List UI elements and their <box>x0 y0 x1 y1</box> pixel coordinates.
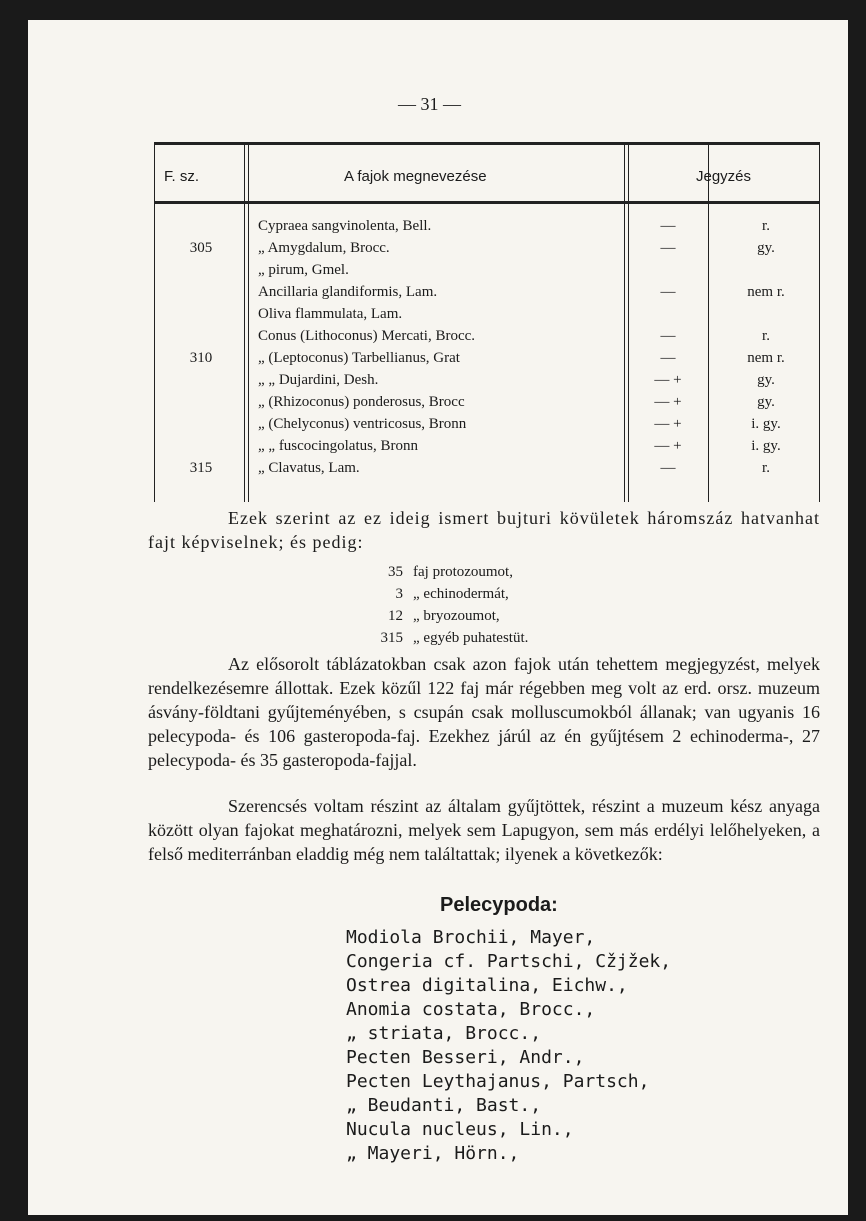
table-cell-species: „ (Chelyconus) ventricosus, Bronn <box>258 416 467 432</box>
table-cell-note: r. <box>762 328 770 344</box>
count-text: „ echinodermát, <box>413 586 509 602</box>
table-cell-mark: — <box>660 218 676 234</box>
species-item: Modiola Brochii, Mayer, <box>346 927 596 948</box>
species-item: Pecten Leythajanus, Partsch, <box>346 1071 650 1092</box>
table-col-divider <box>244 142 245 502</box>
table-cell-species: „ Clavatus, Lam. <box>258 460 360 476</box>
table-col-divider <box>624 142 625 502</box>
species-item: „ Mayeri, Hörn., <box>346 1143 520 1164</box>
table-cell-number <box>166 304 236 324</box>
table-cell-note: r. <box>762 218 770 234</box>
section-heading: Pelecypoda: <box>440 894 558 916</box>
header-notes: Jegyzés <box>696 168 752 185</box>
table-cell-note: nem r. <box>747 284 785 300</box>
table-cell-species: „ „ fuscocingolatus, Bronn <box>258 438 418 454</box>
table-cell-mark: — + <box>654 416 682 432</box>
count-list <box>343 561 528 649</box>
table-cell-species: Ancillaria glandiformis, Lam. <box>258 284 438 300</box>
table-cell-number <box>166 414 236 434</box>
table-cell-note: gy. <box>757 372 775 388</box>
table-cell-number <box>166 260 236 280</box>
count-text: faj protozoumot, <box>413 564 513 580</box>
table-cell-number: 310 <box>189 350 213 366</box>
paragraph-text: Szerencsés voltam részint az általam gyűjtöttek, részint a muzeum kész anyaga között olyan fajokat meghatározni, melyek sem Lapugyon, sem más erdélyi lelőhelyeken, a felső mediterránban eladdig még nem találtattak; ilyenek a következők: <box>148 796 820 864</box>
table-cell-mark <box>638 304 698 324</box>
table-col-divider <box>708 142 709 502</box>
table-cell-note <box>721 260 811 280</box>
table-cell-mark: — <box>660 460 676 476</box>
header-species: A fajok megnevezése <box>344 168 487 185</box>
count-item <box>343 627 528 649</box>
species-item: „ Beudanti, Bast., <box>346 1095 542 1116</box>
document-page <box>28 20 848 1215</box>
paragraph-text: Az elősorolt táblázatokban csak azon fajok után tehettem megjegyzést, melyek rendelkezésemre állottak. Ezek közűl 122 faj már régebben meg volt az erd. orsz. muzeum ásvány-földtani gyűjteményében, s csupán csak molluscumokból állanak; van ugyanis 16 pelecypoda- és 106 gasteropoda-faj. Ezekhez járúl az én gyűjtésem 2 echinoderma-, 27 pelecypoda- és 35 gasteropoda-fajjal. <box>148 654 820 770</box>
table-col-divider <box>248 142 249 502</box>
table-cell-note: gy. <box>757 240 775 256</box>
table-right-border <box>819 142 820 502</box>
table-left-border <box>154 142 155 502</box>
species-item: Anomia costata, Brocc., <box>346 999 596 1020</box>
table-top-rule <box>154 142 820 145</box>
count-item <box>343 605 528 627</box>
count-item <box>343 583 528 605</box>
table-cell-note: nem r. <box>747 350 785 366</box>
table-cell-number <box>166 436 236 456</box>
table-cell-species: „ pirum, Gmel. <box>258 262 349 278</box>
table-cell-species: „ (Rhizoconus) ponderosus, Brocc <box>258 394 465 410</box>
species-item: Nucula nucleus, Lin., <box>346 1119 574 1140</box>
table-col-divider <box>628 142 629 502</box>
table-cell-note: i. gy. <box>751 416 781 432</box>
species-item: „ striata, Brocc., <box>346 1023 542 1044</box>
table-cell-mark: — <box>660 350 676 366</box>
table-cell-species: „ (Leptoconus) Tarbellianus, Grat <box>258 350 460 366</box>
table-cell-mark: — <box>660 328 676 344</box>
table-cell-number <box>166 326 236 346</box>
count-item <box>343 561 528 583</box>
table-cell-number <box>166 282 236 302</box>
paragraph-text: Ezek szerint az ez ideig ismert bujturi kövületek háromszáz hatvanhat fajt képviselnek; és pedig: <box>148 508 820 552</box>
paragraph-notes <box>148 652 820 772</box>
table-cell-mark: — <box>660 240 676 256</box>
table-cell-note: gy. <box>757 394 775 410</box>
page-number: — 31 — <box>398 94 461 114</box>
species-item: Ostrea digitalina, Eichw., <box>346 975 628 996</box>
paragraph-new-species <box>148 794 820 866</box>
table-cell-mark: — + <box>654 394 682 410</box>
table-cell-species: Cypraea sangvinolenta, Bell. <box>258 218 432 234</box>
table-cell-number: 305 <box>189 240 213 256</box>
table-cell-note <box>721 304 811 324</box>
paragraph-summary <box>148 506 820 554</box>
table-cell-number: 315 <box>189 460 213 476</box>
table-cell-species: „ Amygdalum, Brocc. <box>258 240 390 256</box>
species-item: Congeria cf. Partschi, Cžjžek, <box>346 951 672 972</box>
table-cell-mark <box>638 260 698 280</box>
table-cell-note: i. gy. <box>751 438 781 454</box>
table-cell-number <box>166 392 236 412</box>
table-cell-species: Oliva flammulata, Lam. <box>258 306 403 322</box>
count-text: „ bryozoumot, <box>413 608 500 624</box>
count-number: 3 <box>395 586 403 602</box>
count-number: 35 <box>388 564 403 580</box>
table-cell-species: „ „ Dujardini, Desh. <box>258 372 379 388</box>
species-list <box>346 926 671 1166</box>
table-header-rule <box>154 201 820 204</box>
table-cell-number <box>166 370 236 390</box>
species-item: Pecten Besseri, Andr., <box>346 1047 585 1068</box>
table-cell-number <box>166 216 236 236</box>
table-cell-mark: — <box>660 284 676 300</box>
table-cell-species: Conus (Lithoconus) Mercati, Brocc. <box>258 328 476 344</box>
table-cell-mark: — + <box>654 438 682 454</box>
header-fsz: F. sz. <box>164 168 200 185</box>
count-number: 12 <box>388 608 403 624</box>
count-text: „ egyéb puhatestüt. <box>413 630 529 646</box>
count-number: 315 <box>380 630 403 646</box>
table-cell-note: r. <box>762 460 770 476</box>
table-cell-mark: — + <box>654 372 682 388</box>
